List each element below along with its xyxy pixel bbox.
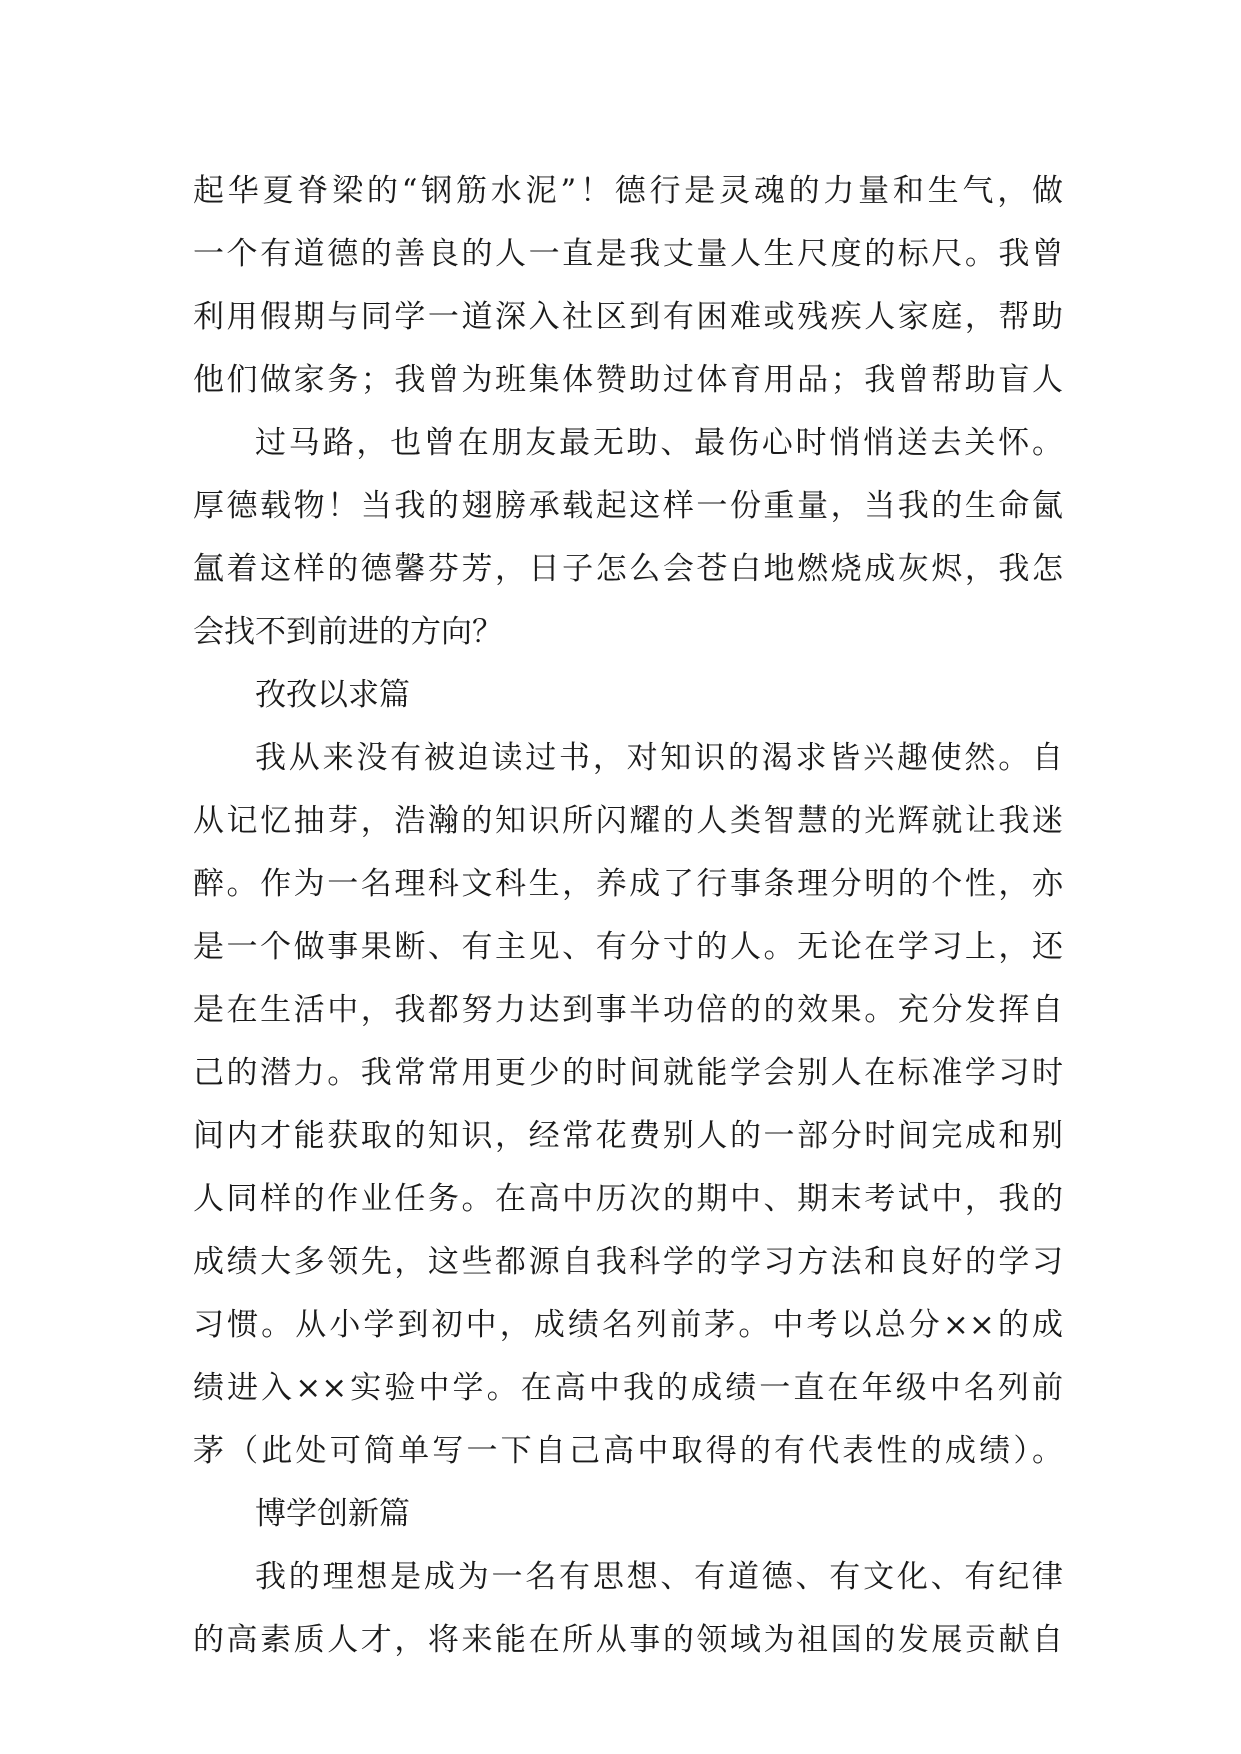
text-line: 厚德载物！当我的翅膀承载起这样一份重量，当我的生命氤 [193, 488, 1063, 524]
text-line: 一个有道德的善良的人一直是我丈量人生尺度的标尺。我曾 [193, 236, 1063, 272]
text-line: 我的理想是成为一名有思想、有道德、有文化、有纪律 [255, 1559, 1063, 1595]
text-line: 是一个做事果断、有主见、有分寸的人。无论在学习上，还 [193, 929, 1063, 965]
text-line: 会找不到前进的方向？ [193, 614, 503, 650]
text-line: 茅（此处可简单写一下自己高中取得的有代表性的成绩）。 [193, 1433, 1063, 1469]
document-body [193, 160, 1063, 1672]
text-line: 的高素质人才，将来能在所从事的领域为祖国的发展贡献自 [193, 1622, 1063, 1658]
text-line: 利用假期与同学一道深入社区到有困难或残疾人家庭，帮助 [193, 299, 1063, 335]
text-line: 我从来没有被迫读过书，对知识的渴求皆兴趣使然。自 [255, 740, 1063, 776]
text-line: 绩进入××实验中学。在高中我的成绩一直在年级中名列前 [193, 1370, 1063, 1406]
text-line: 氲着这样的德馨芬芳，日子怎么会苍白地燃烧成灰烬，我怎 [193, 551, 1063, 587]
text-line: 是在生活中，我都努力达到事半功倍的的效果。充分发挥自 [193, 992, 1063, 1028]
text-line: 间内才能获取的知识，经常花费别人的一部分时间完成和别 [193, 1118, 1063, 1154]
text-line: 博学创新篇 [255, 1496, 410, 1532]
text-line: 孜孜以求篇 [255, 677, 410, 713]
text-line: 己的潜力。我常常用更少的时间就能学会别人在标准学习时 [193, 1055, 1063, 1091]
text-line: 成绩大多领先，这些都源自我科学的学习方法和良好的学习 [193, 1244, 1063, 1280]
text-line: 习惯。从小学到初中，成绩名列前茅。中考以总分××的成 [193, 1307, 1063, 1343]
text-line: 从记忆抽芽，浩瀚的知识所闪耀的人类智慧的光辉就让我迷 [193, 803, 1063, 839]
text-line: 人同样的作业任务。在高中历次的期中、期末考试中，我的 [193, 1181, 1063, 1217]
text-line: 过马路，也曾在朋友最无助、最伤心时悄悄送去关怀。 [255, 425, 1063, 461]
text-line: 起华夏脊梁的“钢筋水泥”！德行是灵魂的力量和生气，做 [193, 173, 1063, 209]
text-line: 他们做家务；我曾为班集体赞助过体育用品；我曾帮助盲人 [193, 362, 1063, 398]
text-line: 醉。作为一名理科文科生，养成了行事条理分明的个性，亦 [193, 866, 1063, 902]
